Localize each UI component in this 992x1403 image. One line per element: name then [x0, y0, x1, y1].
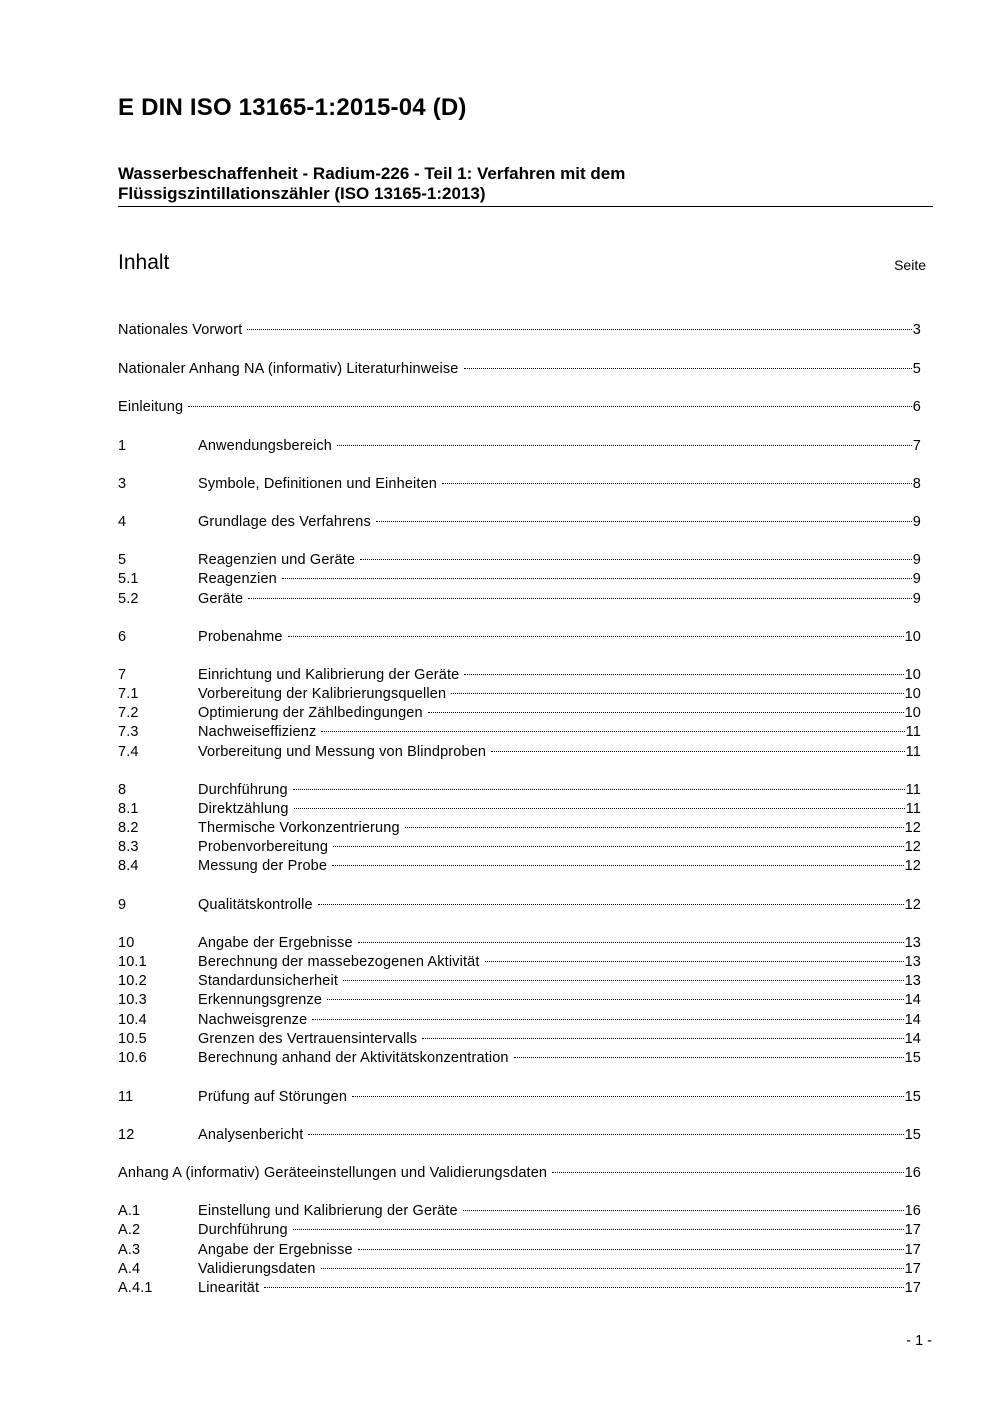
toc-entry-number: 10.6	[118, 1050, 147, 1066]
toc-leader-dots	[552, 1158, 903, 1177]
toc-entry-number: 10.1	[118, 954, 147, 970]
toc-entry[interactable]	[118, 1235, 921, 1258]
toc-heading: Inhalt	[118, 251, 170, 274]
toc-entry-number: A.1	[118, 1203, 141, 1219]
toc-entry-title: Messung der Probe	[198, 858, 328, 874]
toc-entry[interactable]	[118, 1005, 921, 1028]
toc-entry[interactable]	[118, 507, 921, 530]
toc-leader-dots	[321, 1254, 904, 1273]
toc-entry-page: 9	[912, 514, 921, 530]
toc-entry[interactable]	[118, 698, 921, 721]
toc-entry-title: Berechnung anhand der Aktivitätskonzentration	[198, 1050, 509, 1066]
toc-page-column-label: Seite	[894, 257, 926, 273]
toc-entry-title: Direktzählung	[198, 801, 289, 817]
toc-entry-title: Anhang A (informativ) Geräteeinstellungen und Validierungsdaten	[118, 1165, 548, 1181]
toc-entry-page: 16	[904, 1203, 921, 1219]
toc-entry[interactable]	[118, 737, 921, 760]
toc-entry-number: 5.1	[118, 571, 139, 587]
toc-leader-dots	[451, 679, 903, 698]
toc-entry-page: 11	[905, 801, 921, 817]
toc-entry-number: 8.1	[118, 801, 139, 817]
toc-leader-dots	[358, 928, 904, 947]
document-title-line-1: Wasserbeschaffenheit - Radium-226 - Teil 1: Verfahren mit dem	[118, 164, 626, 183]
toc-entry-title: Erkennungsgrenze	[198, 992, 323, 1008]
toc-entry-title: Nationales Vorwort	[118, 322, 243, 338]
toc-entry-page: 5	[912, 361, 921, 377]
toc-entry-page: 8	[912, 476, 921, 492]
document-title	[118, 164, 933, 207]
toc-entry-number: A.4.1	[118, 1280, 153, 1296]
toc-leader-dots	[327, 985, 903, 1004]
toc-leader-dots	[360, 545, 912, 564]
toc-leader-dots	[248, 584, 912, 603]
toc-entry-page: 14	[904, 992, 921, 1008]
toc-leader-dots	[463, 1196, 904, 1215]
toc-entry-title: Validierungsdaten	[198, 1261, 316, 1277]
toc-entry-title: Probenahme	[198, 629, 283, 645]
toc-entry-page: 15	[904, 1050, 921, 1066]
toc-entry[interactable]	[118, 1196, 921, 1219]
toc-leader-dots	[376, 507, 912, 526]
toc-leader-dots	[188, 392, 912, 411]
toc-entry-title: Nationaler Anhang NA (informativ) Literaturhinweise	[118, 361, 459, 377]
toc-leader-dots	[293, 1215, 904, 1234]
toc-entry-page: 11	[905, 724, 921, 740]
toc-entry-page: 10	[904, 629, 921, 645]
toc-entry-page: 10	[904, 705, 921, 721]
toc-entry[interactable]	[118, 1043, 921, 1066]
toc-entry-number: 7	[118, 667, 127, 683]
toc-leader-dots	[428, 698, 904, 717]
toc-entry[interactable]	[118, 469, 921, 492]
toc-entry-number: A.2	[118, 1222, 141, 1238]
toc-entry-page: 11	[905, 782, 921, 798]
toc-entry-page: 17	[904, 1242, 921, 1258]
toc-entry-title: Nachweiseffizienz	[198, 724, 317, 740]
toc-entry-title: Standardunsicherheit	[198, 973, 339, 989]
toc-entry-number: 9	[118, 897, 127, 913]
toc-entry[interactable]	[118, 354, 921, 377]
toc-entry[interactable]	[118, 431, 921, 454]
toc-entry-title: Angabe der Ergebnisse	[198, 935, 353, 951]
toc-leader-dots	[247, 315, 911, 334]
toc-entry-number: 8.2	[118, 820, 139, 836]
toc-entry-title: Thermische Vorkonzentrierung	[198, 820, 400, 836]
toc-entry-page: 17	[904, 1280, 921, 1296]
toc-entry-title: Anwendungsbereich	[198, 438, 332, 454]
toc-entry-number: 4	[118, 514, 127, 530]
toc-leader-dots	[318, 890, 904, 909]
toc-entry-page: 10	[904, 686, 921, 702]
toc-entry-number: 11	[118, 1089, 134, 1105]
toc-entry-number: 5.2	[118, 591, 139, 607]
toc-entry-number: 8.3	[118, 839, 139, 855]
toc-entry-page: 12	[904, 897, 921, 913]
toc-entry-page: 6	[912, 399, 921, 415]
toc-entry-number: 7.4	[118, 744, 139, 760]
toc-entry-page: 13	[904, 954, 921, 970]
toc-entry-title: Einleitung	[118, 399, 184, 415]
toc-entry[interactable]	[118, 928, 921, 951]
toc-entry-page: 14	[904, 1012, 921, 1028]
toc-entry-title: Probenvorbereitung	[198, 839, 329, 855]
toc-entry-title: Linearität	[198, 1280, 260, 1296]
toc-leader-dots	[321, 717, 904, 736]
toc-entry[interactable]	[118, 1273, 921, 1296]
toc-entry-number: 8	[118, 782, 127, 798]
toc-leader-dots	[358, 1235, 904, 1254]
toc-entry[interactable]	[118, 985, 921, 1008]
toc-entry-title: Einrichtung und Kalibrierung der Geräte	[198, 667, 460, 683]
toc-entry-number: 7.3	[118, 724, 139, 740]
document-title-line-2: Flüssigszintillationszähler (ISO 13165-1:2013)	[118, 184, 486, 203]
toc-leader-dots	[294, 794, 905, 813]
toc-entry[interactable]	[118, 1120, 921, 1143]
toc-leader-dots	[333, 832, 903, 851]
toc-leader-dots	[464, 354, 912, 373]
toc-leader-dots	[464, 660, 903, 679]
toc-leader-dots	[491, 737, 904, 756]
toc-entry-page: 17	[904, 1261, 921, 1277]
toc-entry-title: Geräte	[198, 591, 244, 607]
toc-entry-title: Symbole, Definitionen und Einheiten	[198, 476, 438, 492]
toc-entry-number: 10.5	[118, 1031, 147, 1047]
toc-entry-title: Einstellung und Kalibrierung der Geräte	[198, 1203, 458, 1219]
toc-entry-page: 10	[904, 667, 921, 683]
toc-entry-title: Vorbereitung und Messung von Blindproben	[198, 744, 487, 760]
toc-entry-page: 3	[912, 322, 921, 338]
toc-entry-page: 9	[912, 552, 921, 568]
toc-entry-title: Qualitätskontrolle	[198, 897, 313, 913]
toc-leader-dots	[308, 1120, 903, 1139]
toc-entry[interactable]	[118, 890, 921, 913]
toc-entry-title: Nachweisgrenze	[198, 1012, 308, 1028]
toc-leader-dots	[282, 564, 912, 583]
page-number: - 1 -	[906, 1333, 932, 1349]
toc-entry-page: 12	[904, 858, 921, 874]
toc-entry-page: 14	[904, 1031, 921, 1047]
toc-leader-dots	[514, 1043, 904, 1062]
toc-leader-dots	[264, 1273, 903, 1292]
toc-entry-page: 12	[904, 839, 921, 855]
toc-entry-number: 1	[118, 438, 127, 454]
toc-entry[interactable]	[118, 1158, 921, 1181]
toc-entry-title: Vorbereitung der Kalibrierungsquellen	[198, 686, 447, 702]
toc-leader-dots	[332, 851, 903, 870]
toc-entry[interactable]	[118, 545, 921, 568]
toc-entry-title: Durchführung	[198, 1222, 288, 1238]
toc-entry-number: 10.3	[118, 992, 147, 1008]
toc-entry-page: 11	[905, 744, 921, 760]
toc-entry[interactable]	[118, 717, 921, 740]
toc-leader-dots	[288, 622, 904, 641]
toc-entry-page: 13	[904, 973, 921, 989]
toc-entry-page: 17	[904, 1222, 921, 1238]
toc-leader-dots	[405, 813, 904, 832]
toc-entry-number: A.3	[118, 1242, 141, 1258]
toc-entry[interactable]	[118, 1082, 921, 1105]
toc-entry[interactable]	[118, 1024, 921, 1047]
toc-entry-page: 9	[912, 571, 921, 587]
toc-entry-title: Grundlage des Verfahrens	[198, 514, 371, 530]
toc-entry[interactable]	[118, 966, 921, 989]
toc-leader-dots	[337, 431, 912, 450]
toc-entry-title: Reagenzien und Geräte	[198, 552, 356, 568]
document-id: E DIN ISO 13165-1:2015-04 (D)	[118, 94, 467, 121]
toc-entry-page: 12	[904, 820, 921, 836]
toc-entry-page: 13	[904, 935, 921, 951]
toc-entry-title: Analysenbericht	[198, 1127, 304, 1143]
toc-entry-title: Angabe der Ergebnisse	[198, 1242, 353, 1258]
toc-entry-number: 3	[118, 476, 127, 492]
toc-entry-title: Berechnung der massebezogenen Aktivität	[198, 954, 480, 970]
toc-entry-title: Reagenzien	[198, 571, 277, 587]
toc-entry[interactable]	[118, 679, 921, 702]
toc-entry-number: A.4	[118, 1261, 141, 1277]
toc-entry-number: 10	[118, 935, 135, 951]
toc-leader-dots	[485, 947, 904, 966]
toc-entry-number: 6	[118, 629, 127, 645]
toc-leader-dots	[343, 966, 904, 985]
toc-entry[interactable]	[118, 660, 921, 683]
toc-leader-dots	[293, 775, 905, 794]
toc-entry[interactable]	[118, 622, 921, 645]
toc-entry[interactable]	[118, 947, 921, 970]
toc-entry-number: 10.2	[118, 973, 147, 989]
toc-entry-page: 15	[904, 1089, 921, 1105]
toc-entry-title: Grenzen des Vertrauensintervalls	[198, 1031, 418, 1047]
toc-leader-dots	[352, 1082, 903, 1101]
toc-leader-dots	[312, 1005, 903, 1024]
toc-leader-dots	[422, 1024, 903, 1043]
toc-entry-page: 15	[904, 1127, 921, 1143]
toc-entry-title: Optimierung der Zählbedingungen	[198, 705, 423, 721]
toc-entry-page: 16	[904, 1165, 921, 1181]
toc-entry[interactable]	[118, 315, 921, 338]
toc-entry[interactable]	[118, 1254, 921, 1277]
toc-entry-title: Prüfung auf Störungen	[198, 1089, 348, 1105]
toc-entry[interactable]	[118, 832, 921, 855]
toc-entry[interactable]	[118, 1215, 921, 1238]
toc-entry-page: 9	[912, 591, 921, 607]
toc-entry-number: 7.1	[118, 686, 139, 702]
toc-entry[interactable]	[118, 775, 921, 798]
toc-entry[interactable]	[118, 392, 921, 415]
toc-leader-dots	[442, 469, 912, 488]
toc-entry[interactable]	[118, 851, 921, 874]
toc-entry-number: 7.2	[118, 705, 139, 721]
toc-entry[interactable]	[118, 584, 921, 607]
toc-entry-number: 10.4	[118, 1012, 147, 1028]
toc-entry-number: 8.4	[118, 858, 139, 874]
toc-entry[interactable]	[118, 813, 921, 836]
toc-entry[interactable]	[118, 564, 921, 587]
toc-entry-number: 12	[118, 1127, 135, 1143]
toc-entry-title: Durchführung	[198, 782, 288, 798]
toc-entry[interactable]	[118, 794, 921, 817]
toc-entry-number: 5	[118, 552, 127, 568]
toc-entry-page: 7	[912, 438, 921, 454]
